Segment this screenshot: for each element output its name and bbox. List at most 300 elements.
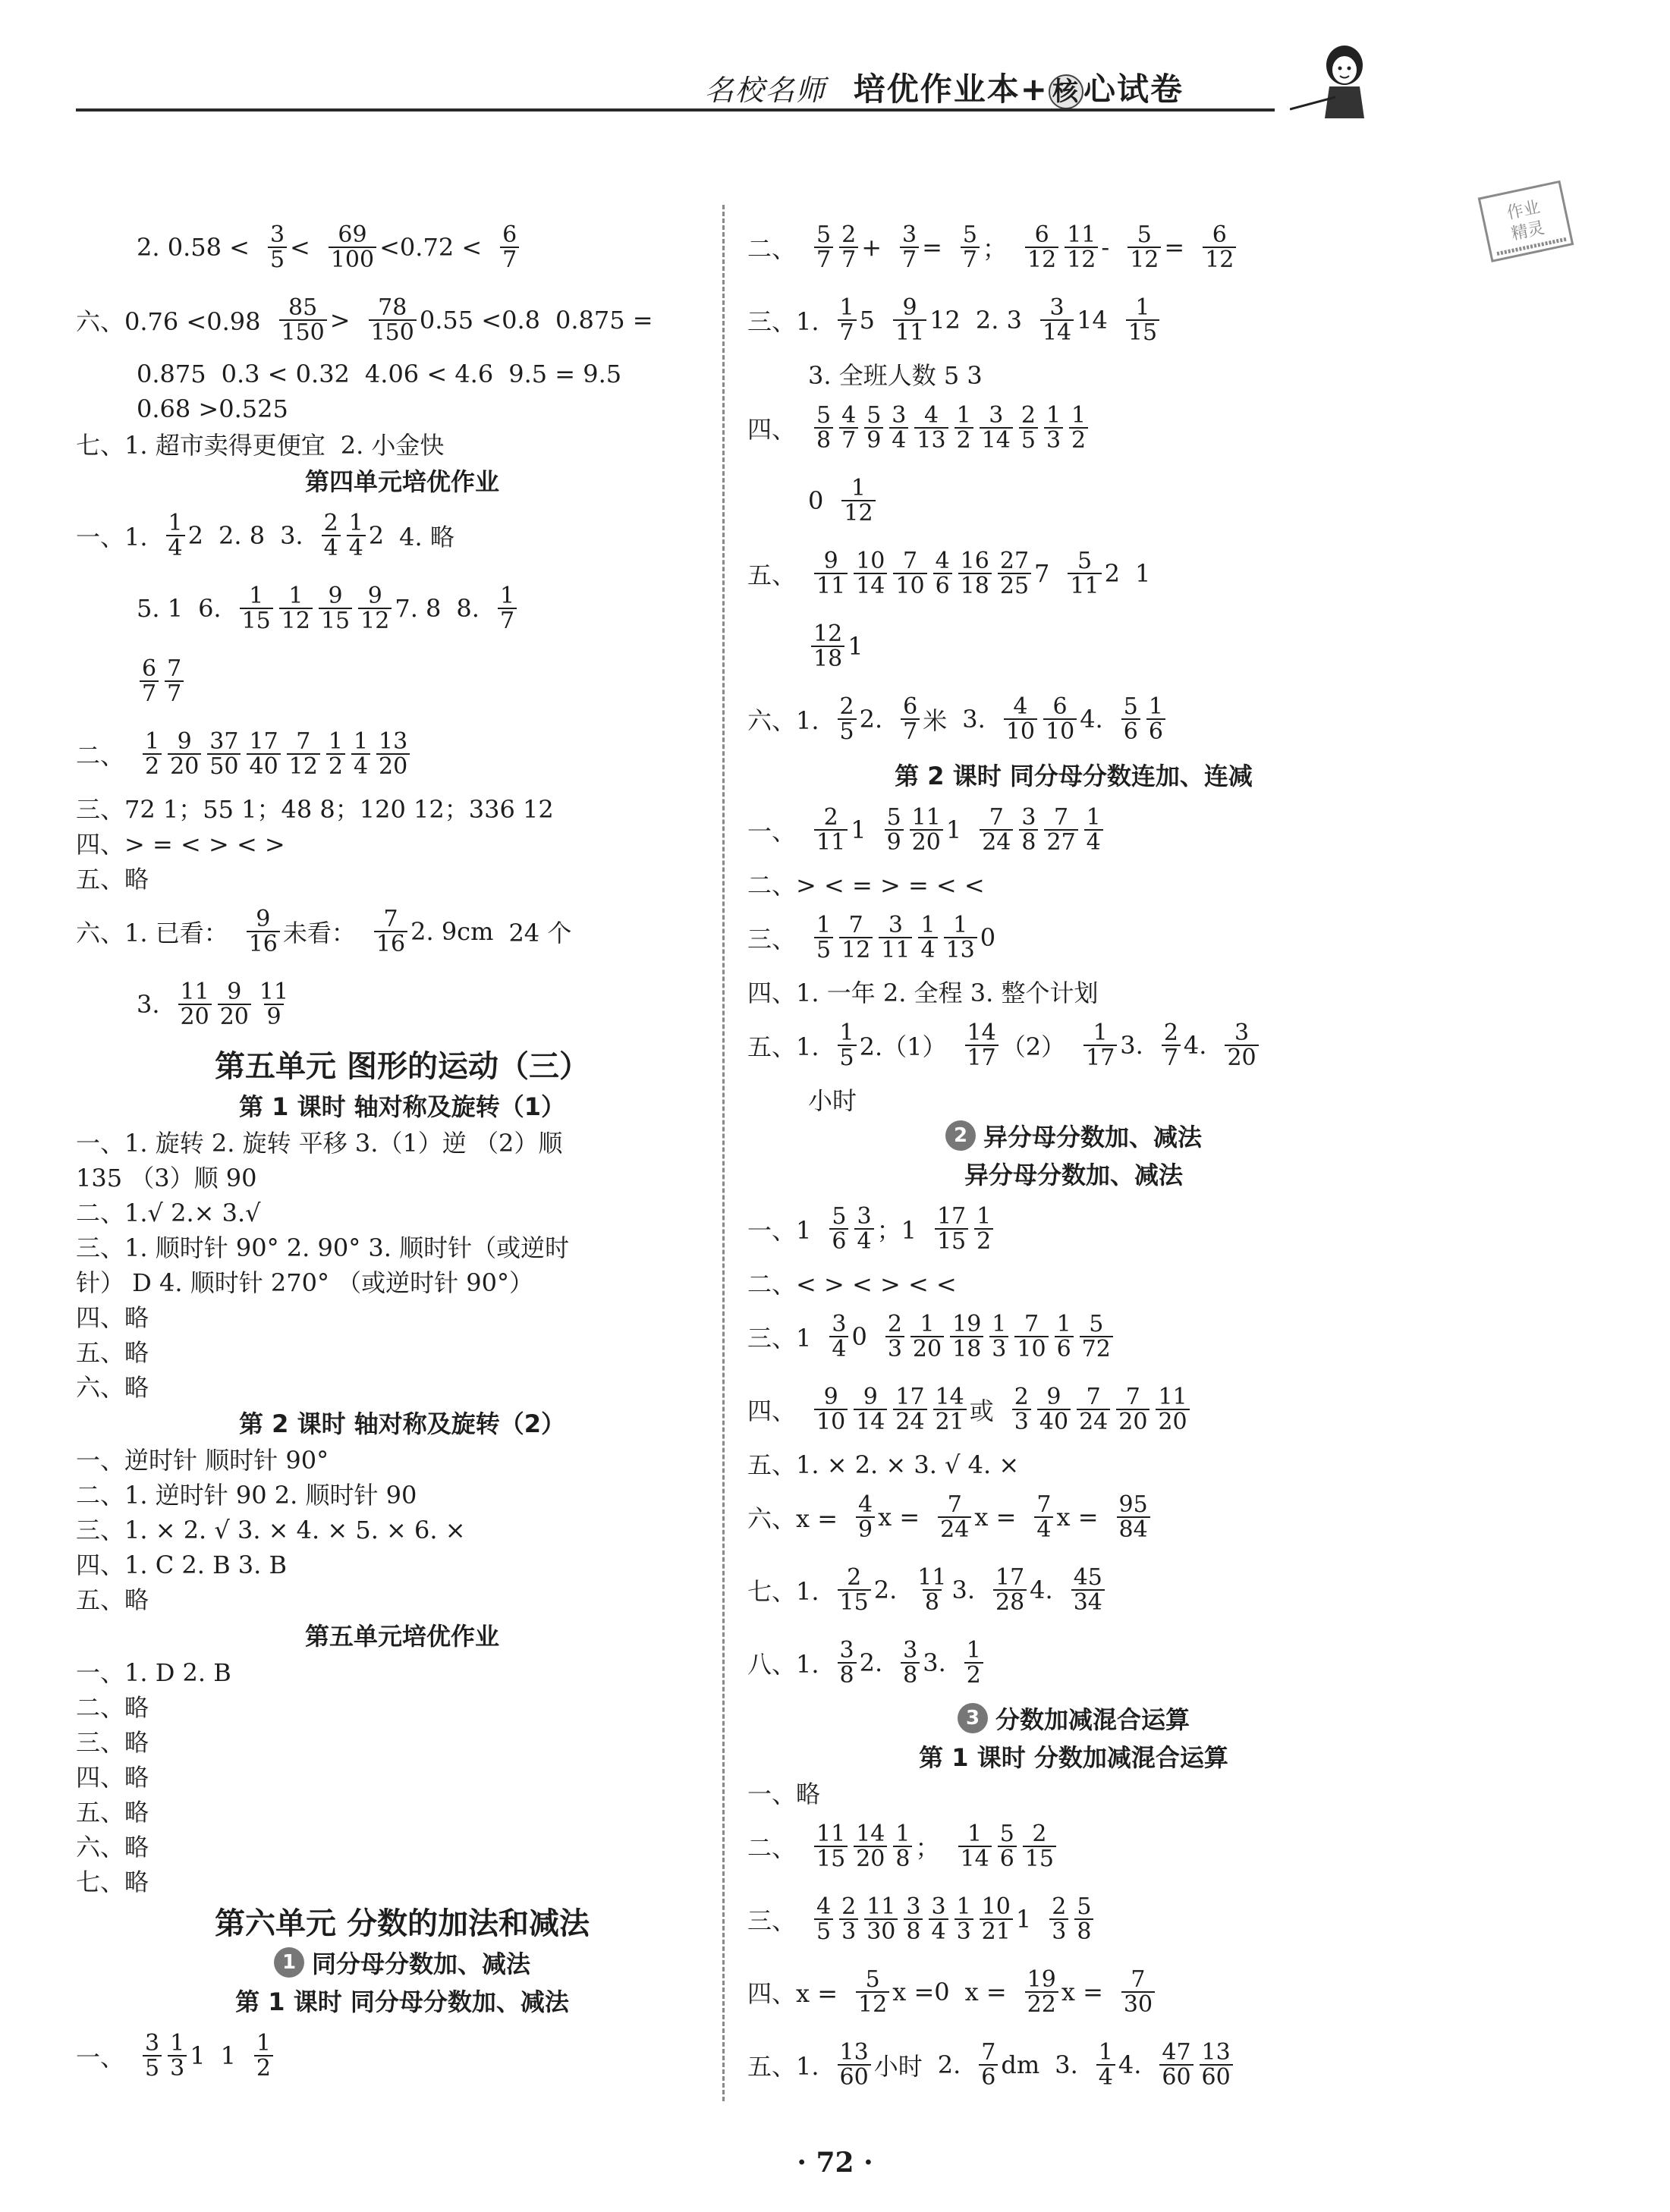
fraction <box>938 1493 971 1542</box>
fraction <box>893 1385 926 1434</box>
fraction <box>893 549 926 599</box>
fraction <box>829 1312 848 1362</box>
answer-text: 六、1. <box>747 706 819 735</box>
answer-text: 2. <box>859 705 883 734</box>
answer-text: 四、> = < > < > <box>76 830 285 859</box>
fraction <box>901 695 920 744</box>
fraction <box>839 401 858 454</box>
answer-text: 五、略 <box>76 1585 149 1614</box>
fraction <box>974 1202 993 1255</box>
numerator: 5 <box>1123 693 1138 720</box>
numerator: 2 <box>839 693 854 720</box>
answer-text: 0 <box>808 486 824 515</box>
numerator: 19 <box>1027 1965 1056 1993</box>
denominator: 20 <box>910 829 943 855</box>
numerator: 1 <box>1071 401 1087 429</box>
numerator: 7 <box>383 905 398 932</box>
numerator: 7 <box>1036 1491 1052 1518</box>
answer-text: 1 <box>945 815 962 844</box>
denominator: 7 <box>838 319 857 345</box>
answer-line <box>747 1956 1400 2028</box>
numerator: 5 <box>816 401 832 429</box>
denominator: 18 <box>958 573 992 599</box>
fraction <box>814 1895 833 1944</box>
denominator: 17 <box>1083 1045 1117 1070</box>
brand-title <box>705 64 1184 110</box>
denominator: 3 <box>168 2055 187 2081</box>
numerator: 2 <box>1021 401 1036 429</box>
denominator: 12 <box>1065 247 1098 272</box>
denominator: 28 <box>993 1589 1027 1615</box>
numerator: 11 <box>866 1893 896 1920</box>
answer-text: 1 <box>848 632 863 661</box>
fraction <box>958 549 992 599</box>
answer-text: 3. <box>1055 2050 1078 2079</box>
numerator: 17 <box>995 1563 1025 1591</box>
numerator: 3 <box>903 1636 918 1664</box>
answer-line <box>76 1229 728 1264</box>
numerator: 2 <box>887 1310 902 1337</box>
answer-text: 3. <box>280 521 303 550</box>
fraction <box>998 549 1031 599</box>
numerator: 1 <box>920 911 936 938</box>
numerator: 1 <box>288 582 303 609</box>
unit-title: 第五单元 图形的运动（三） <box>215 1048 590 1084</box>
answer-line <box>76 1334 728 1368</box>
section-title-badged <box>747 1699 1400 1737</box>
fraction <box>247 907 280 957</box>
numerator: 95 <box>1118 1491 1148 1518</box>
fraction <box>143 727 162 780</box>
fraction <box>841 476 875 526</box>
fraction <box>856 1965 889 2018</box>
answer-text: 0 <box>980 923 996 952</box>
fraction <box>347 511 366 561</box>
fraction <box>1040 296 1074 345</box>
denominator: 20 <box>1156 1409 1189 1434</box>
numerator: 3 <box>989 401 1004 429</box>
answer-line <box>76 1511 728 1546</box>
fraction <box>358 584 392 633</box>
fraction <box>993 1563 1027 1616</box>
answer-text: 七、1. <box>747 1577 819 1606</box>
fraction <box>900 223 919 272</box>
answer-text: 五、1. <box>747 1032 819 1061</box>
brand-hex-char: 核 <box>1049 74 1083 109</box>
stamp-line2: 精灵 <box>1509 218 1546 244</box>
denominator: 11 <box>814 829 848 855</box>
answer-text: 3. <box>1120 1031 1143 1060</box>
denominator: 21 <box>980 1918 1013 1944</box>
answer-text: 四、x = <box>747 1979 838 2008</box>
numerator: 5 <box>962 221 978 248</box>
denominator: 20 <box>178 1004 212 1029</box>
denominator: 13 <box>944 937 977 963</box>
denominator: 2 <box>326 753 345 779</box>
answer-text: 四、 <box>747 1397 797 1425</box>
numerator: 9 <box>823 547 838 574</box>
fraction <box>1044 401 1063 454</box>
answer-text: 二、< > < > < < <box>747 1270 957 1299</box>
fraction <box>1025 1965 1058 2018</box>
numerator: 1 <box>895 1820 910 1847</box>
denominator: 7 <box>839 247 858 272</box>
numerator: 11 <box>911 803 941 831</box>
numerator: 4 <box>816 1893 832 1920</box>
fraction <box>961 223 980 272</box>
numerator: 45 <box>1073 1563 1102 1591</box>
denominator: 12 <box>358 608 392 633</box>
answer-text: 二、1.√ 2.× 3.√ <box>76 1199 261 1227</box>
numerator: 1 <box>920 1310 935 1337</box>
fraction <box>1121 1965 1155 2018</box>
numerator: 1 <box>966 1636 981 1664</box>
answer-text: 四、 <box>747 415 797 444</box>
fraction <box>854 1202 873 1255</box>
numerator: 1 <box>256 2029 272 2056</box>
fraction <box>854 1385 887 1434</box>
fraction <box>998 1822 1017 1871</box>
fraction <box>1162 1021 1181 1070</box>
fraction <box>1034 1493 1053 1542</box>
denominator: 20 <box>1225 1045 1258 1070</box>
numerator: 9 <box>1046 1383 1061 1410</box>
answer-line <box>76 718 728 790</box>
answer-text: x = <box>1061 1978 1103 2006</box>
denominator: 4 <box>351 753 370 779</box>
numerator: 7 <box>1054 803 1069 831</box>
mascot-teacher-icon <box>1290 42 1381 118</box>
fraction <box>1044 803 1077 856</box>
fraction <box>1012 1385 1031 1434</box>
numerator: 2 <box>847 1563 862 1591</box>
answer-text: 4. <box>1183 1031 1207 1060</box>
denominator: 4 <box>829 1336 848 1362</box>
fraction <box>958 1822 992 1871</box>
fraction <box>915 1563 948 1616</box>
answer-line <box>76 1793 728 1828</box>
answer-line <box>76 2019 728 2092</box>
fraction <box>838 1021 857 1070</box>
fraction <box>929 1895 948 1944</box>
answer-line <box>76 1723 728 1758</box>
numerator: 1 <box>249 582 264 609</box>
numerator: 13 <box>379 727 408 755</box>
numerator: 1 <box>956 1893 971 1920</box>
answer-text: 3. 全班人数 5 3 <box>808 361 983 390</box>
fraction <box>1084 803 1103 856</box>
answer-text: 2. 小金快 <box>340 431 445 460</box>
answer-text: 小时 <box>808 1086 857 1115</box>
answer-line <box>747 2028 1400 2101</box>
denominator: 25 <box>998 573 1031 599</box>
numerator: 9 <box>863 1383 878 1410</box>
answer-text: 8. <box>456 594 480 623</box>
denominator: 12 <box>1127 247 1161 272</box>
fraction <box>287 727 320 780</box>
left-column <box>76 211 728 2092</box>
answer-text: 六、1. 已看： <box>76 919 228 947</box>
denominator: 11 <box>1068 573 1101 599</box>
numerator: 3 <box>145 2029 160 2056</box>
fraction <box>955 401 973 454</box>
numerator: 3 <box>1234 1019 1250 1046</box>
numerator: 9 <box>177 727 192 755</box>
denominator: 4 <box>918 937 937 963</box>
answer-text: 3. <box>962 705 986 734</box>
section-number-badge: 2 <box>945 1120 976 1151</box>
fraction <box>1049 1895 1068 1944</box>
denominator: 4 <box>854 1228 873 1254</box>
answer-line <box>747 793 1400 866</box>
answer-text: 2.（1） <box>859 1032 947 1061</box>
answer-text: 三、 <box>747 1906 797 1935</box>
answer-line <box>747 901 1400 974</box>
denominator: 4 <box>1034 1516 1053 1542</box>
fraction <box>1074 1895 1093 1944</box>
denominator: 9 <box>864 427 883 453</box>
denominator: 21 <box>933 1409 967 1434</box>
answer-line <box>747 1082 1400 1117</box>
numerator: 5 <box>1137 221 1152 248</box>
answer-text: 7 <box>1034 559 1050 588</box>
numerator: 1 <box>170 2029 185 2056</box>
numerator: 9 <box>367 582 382 609</box>
fraction <box>319 584 352 633</box>
denominator: 60 <box>1159 2064 1193 2090</box>
answer-text: 一、1. <box>76 523 148 551</box>
fraction <box>247 727 280 780</box>
fraction <box>838 695 857 744</box>
fraction <box>279 584 313 633</box>
numerator: 1 <box>851 474 866 501</box>
fraction <box>933 1385 967 1434</box>
answer-text: 1 <box>220 2041 236 2070</box>
denominator: 12 <box>856 1991 889 2017</box>
answer-text: 一、逆时针 顺时针 90° <box>76 1446 329 1475</box>
answer-text: + <box>861 233 882 262</box>
denominator: 50 <box>207 753 241 779</box>
brand-heart-char: 心 <box>1083 71 1117 108</box>
numerator: 85 <box>288 294 318 321</box>
answer-line <box>747 1481 1400 1554</box>
answer-text: 一、略 <box>747 1780 821 1808</box>
denominator: 10 <box>893 573 926 599</box>
numerator: 2 <box>1032 1820 1047 1847</box>
answer-text: 三、72 1；55 1；48 8；120 12；336 12 <box>76 795 554 824</box>
answer-text: 五、略 <box>76 865 149 894</box>
numerator: 11 <box>816 1820 846 1847</box>
answer-text: ； <box>915 1833 940 1862</box>
denominator: 5 <box>814 1918 833 1944</box>
numerator: 11 <box>180 978 209 1005</box>
section-title-text: 异分母分数加、减法 <box>983 1123 1202 1152</box>
answer-line <box>76 1441 728 1476</box>
fraction <box>980 401 1013 454</box>
answer-text: 0.875 = <box>555 306 653 335</box>
answer-line <box>747 284 1400 357</box>
denominator: 15 <box>1126 319 1159 345</box>
denominator: 30 <box>1121 1991 1155 2017</box>
denominator: 8 <box>814 427 833 453</box>
answer-text: 1 <box>1134 559 1151 588</box>
denominator: 7 <box>814 247 833 272</box>
section-title: 第 2 课时 轴对称及旋转（2） <box>239 1409 565 1438</box>
numerator: 7 <box>902 547 918 574</box>
denominator: 7 <box>901 718 920 744</box>
numerator: 7 <box>1131 1965 1146 1993</box>
fraction <box>254 2031 273 2081</box>
answer-text: 二、1. 逆时针 90 2. 顺时针 90 <box>76 1481 417 1510</box>
fraction <box>1069 401 1088 454</box>
answer-line <box>747 1775 1400 1810</box>
answer-line <box>76 1124 728 1159</box>
answer-text: 二、 <box>747 234 797 263</box>
numerator: 4 <box>935 547 950 574</box>
section-number-badge: 3 <box>958 1703 988 1733</box>
numerator: 7 <box>989 803 1004 831</box>
numerator: 1 <box>816 911 832 938</box>
fraction <box>854 549 887 599</box>
fraction <box>1080 1312 1113 1362</box>
denominator: 3 <box>839 1918 858 1944</box>
answer-text: x = <box>974 1503 1017 1532</box>
denominator: 6 <box>998 1846 1017 1871</box>
denominator: 8 <box>901 1662 920 1688</box>
fraction <box>257 980 291 1029</box>
unit-title: 第六单元 分数的加法和减法 <box>215 1906 590 1941</box>
fraction <box>885 1312 904 1362</box>
answer-text: 二、> < = > = < < <box>747 871 985 900</box>
fraction <box>814 1822 848 1871</box>
denominator: 4 <box>929 1918 948 1944</box>
answer-line <box>76 1299 728 1334</box>
denominator: 7 <box>900 247 919 272</box>
fraction <box>166 511 185 561</box>
answer-text: 一、1. 旋转 2. 旋转 平移 3.（1）逆 （2）顺 <box>76 1129 563 1158</box>
answer-text: 一、 <box>76 2043 125 2072</box>
numerator: 6 <box>1052 693 1068 720</box>
denominator: 4 <box>347 535 366 561</box>
fraction <box>964 1636 983 1689</box>
answer-text: 0.68 >0.525 <box>137 394 288 423</box>
answer-text: 12 <box>929 306 961 335</box>
denominator: 4 <box>889 427 908 453</box>
answer-text: 四、略 <box>76 1303 149 1332</box>
answer-line <box>747 1554 1400 1626</box>
section-title-badged <box>76 1943 728 1981</box>
answer-text: 2 <box>368 521 385 550</box>
denominator: 15 <box>1023 1846 1056 1871</box>
answer-text: 四、1. 一年 2. 全程 3. 整个计划 <box>747 979 1099 1007</box>
answer-text: 2. 3 <box>975 306 1022 335</box>
answer-line <box>76 860 728 895</box>
answer-text: 135 （3）顺 90 <box>76 1164 257 1192</box>
answer-line <box>747 610 1400 683</box>
numerator: 1 <box>168 509 183 536</box>
numerator: 37 <box>209 727 239 755</box>
fraction <box>838 1636 857 1689</box>
answer-text: 二、 <box>76 741 125 770</box>
denominator: 3 <box>1049 1918 1068 1944</box>
answer-text: 0 <box>851 1322 867 1351</box>
fraction <box>168 727 201 780</box>
answer-text: 2 <box>1104 559 1120 588</box>
fraction <box>1068 549 1101 599</box>
answer-text: 二、略 <box>76 1693 149 1722</box>
numerator: 1 <box>1135 294 1150 321</box>
numerator: 69 <box>338 221 367 248</box>
fraction <box>369 296 417 345</box>
denominator: 84 <box>1117 1516 1150 1542</box>
section-title: 异分母分数加、减法 <box>964 1161 1183 1189</box>
denominator: 14 <box>1040 319 1074 345</box>
answer-text: 14 <box>1077 306 1108 335</box>
numerator: 47 <box>1162 2038 1191 2066</box>
numerator: 1 <box>977 1202 992 1230</box>
answer-text: 3. <box>137 990 160 1019</box>
answer-text: 针） D 4. 顺时针 270° （或逆时针 90°） <box>76 1268 534 1297</box>
denominator: 3 <box>1044 427 1063 453</box>
answer-text: 六、略 <box>76 1833 149 1862</box>
answer-line <box>747 1300 1400 1373</box>
denominator: 24 <box>1077 1409 1110 1434</box>
answer-text: 24 个 <box>508 919 572 947</box>
denominator: 17 <box>965 1045 999 1070</box>
fraction <box>864 401 883 454</box>
numerator: 4 <box>1013 693 1028 720</box>
answer-text: 八、1. <box>747 1650 819 1679</box>
numerator: 19 <box>952 1310 982 1337</box>
answer-line <box>747 537 1400 610</box>
denominator: 9 <box>856 1516 875 1542</box>
numerator: 9 <box>902 294 917 321</box>
numerator: 10 <box>856 547 885 574</box>
answer-line <box>76 1654 728 1689</box>
fraction <box>856 1493 875 1542</box>
numerator: 1 <box>348 509 363 536</box>
denominator: 60 <box>838 2064 871 2090</box>
header-rule <box>76 108 1275 112</box>
denominator: 30 <box>864 1918 898 1944</box>
denominator: 150 <box>369 319 417 345</box>
answer-line <box>76 1194 728 1229</box>
numerator: 7 <box>167 655 182 682</box>
denominator: 20 <box>168 753 201 779</box>
denominator: 5 <box>814 937 833 963</box>
answer-text: 或 <box>969 1397 994 1425</box>
answer-text: 2. <box>873 1576 898 1604</box>
answer-line <box>76 1476 728 1511</box>
numerator: 3 <box>1049 294 1065 321</box>
numerator: 11 <box>1067 221 1096 248</box>
fraction <box>1200 2038 1233 2091</box>
numerator: 9 <box>823 1383 838 1410</box>
denominator: 14 <box>854 573 887 599</box>
fraction <box>1126 296 1159 345</box>
answer-text: 1 <box>1015 1905 1032 1934</box>
numerator: 6 <box>903 693 918 720</box>
numerator: 17 <box>936 1202 967 1230</box>
denominator: 100 <box>329 247 376 272</box>
fraction <box>1225 1021 1258 1070</box>
denominator: 20 <box>910 1336 944 1362</box>
denominator: 8 <box>1074 1918 1093 1944</box>
fraction <box>218 980 251 1029</box>
numerator: 6 <box>1212 221 1227 248</box>
numerator: 4 <box>858 1491 873 1518</box>
denominator: 4 <box>166 535 185 561</box>
